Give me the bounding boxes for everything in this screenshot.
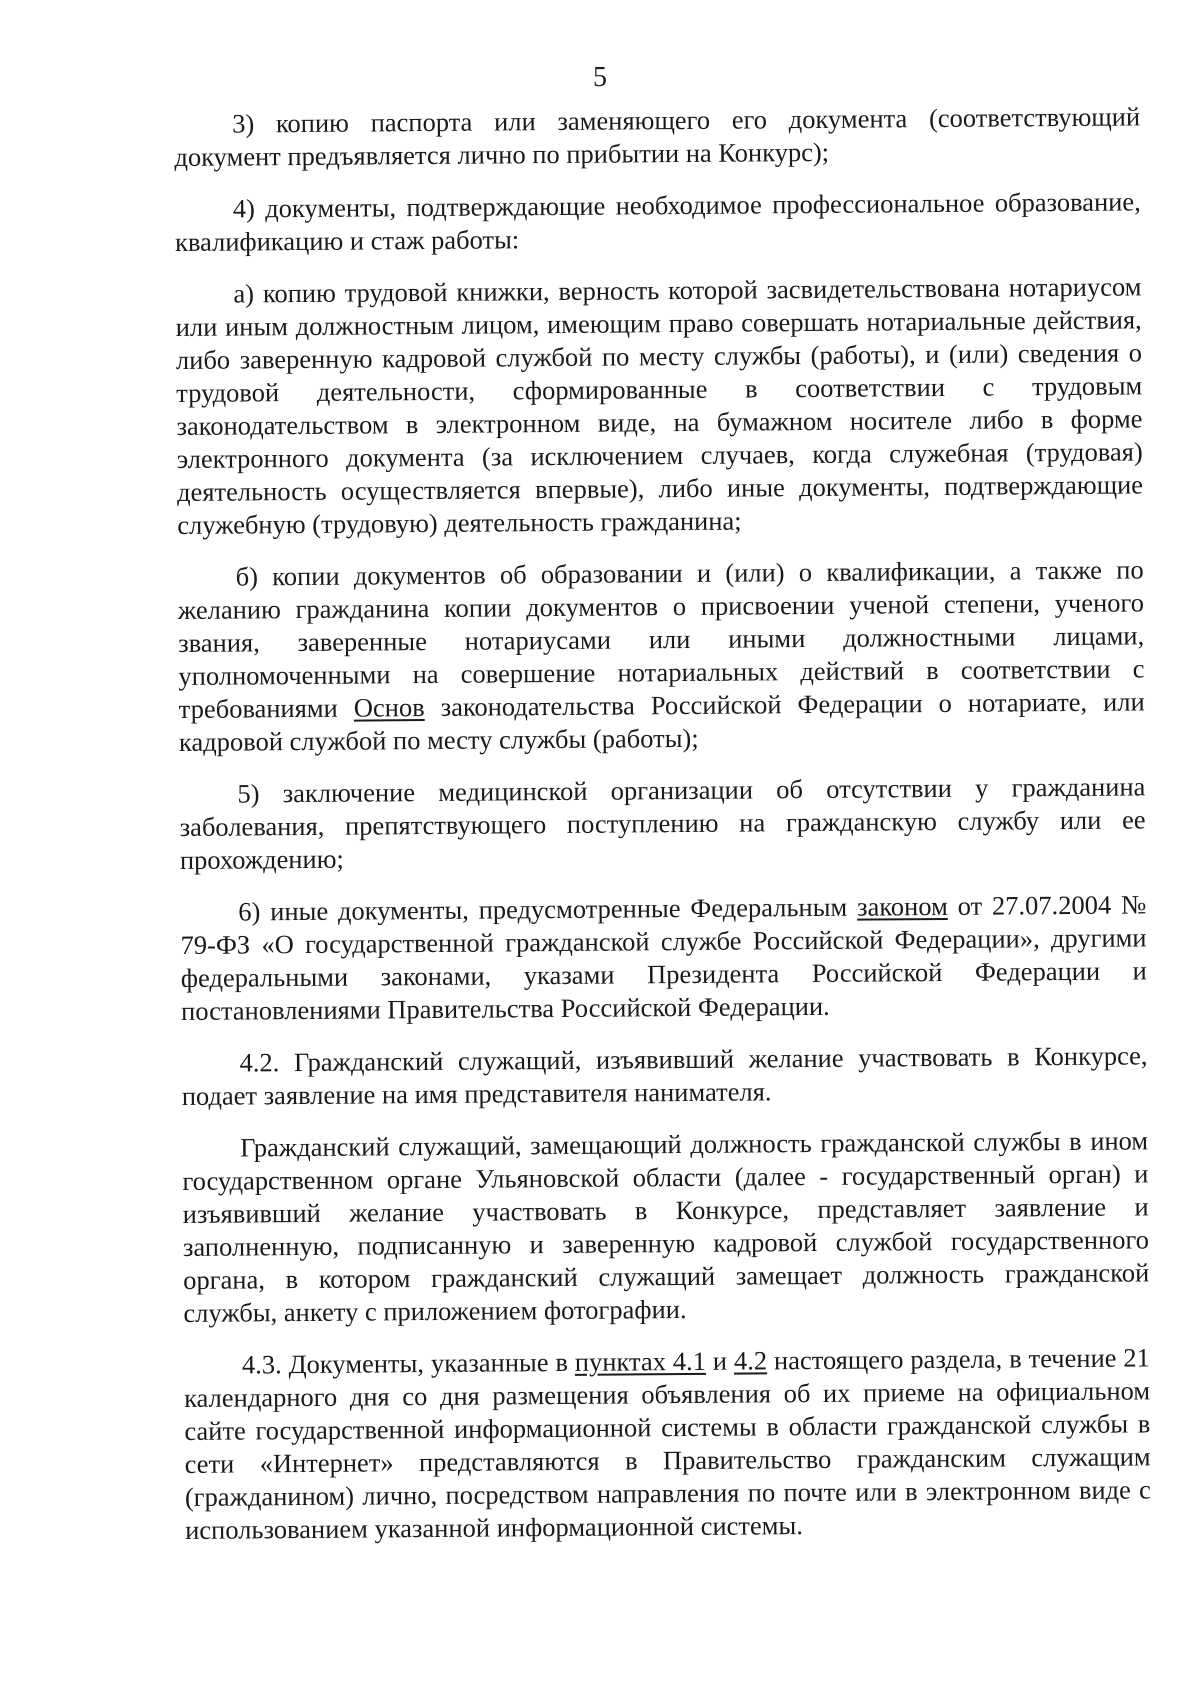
paragraph-4-3-text-3: настоящего раздела, в течение 21 календарного дня со дня размещения объявления об их приеме на официальном сайте государственной информационной системы в области гражданской службы в сети «Интернет» представляются в Правительство гражданским служащим (гражданином) лично, посредством направления по почте или в электронном виде с использованием указанной информационной системы. bbox=[184, 1342, 1151, 1545]
osnov-link[interactable]: Основ bbox=[353, 692, 425, 723]
paragraph-4-2-continued: Гражданский служащий, замещающий должность гражданской службы в ином государственном органе Ульяновской области (далее - государственный орган) и изъявивший желание участвовать в Конкурсе, представляет заявление и заполненную, подписанную и заверенную кадровой службой государственного органа, в котором гражданский служащий замещает должность гражданской службы, анкету с приложением фотографии. bbox=[182, 1125, 1150, 1328]
paragraph-subitem-b-text-1: б) копии документов об образовании и (или) о квалификации, а также по желанию гражданина копии документов о присвоении ученой степени, ученого звания, заверенные нотариусами или иными должностными лицами, уполномоченными на совершение нотариальных действий в соответствии с требованиями bbox=[177, 554, 1145, 724]
paragraph-item-6 bbox=[180, 888, 1147, 1028]
paragraph-item-3: 3) копию паспорта или заменяющего его документа (соответствующий документ предъявляется лично по прибытии на Конкурс); bbox=[174, 101, 1141, 172]
paragraph-4-2: 4.2. Гражданский служащий, изъявивший желание участвовать в Конкурсе, подает заявление на имя представителя нанимателя. bbox=[181, 1040, 1148, 1111]
clause-4-2-link[interactable]: 4.2 bbox=[733, 1345, 768, 1376]
paragraph-subitem-b bbox=[178, 553, 1146, 759]
paragraph-item-6-text-1: 6) иные документы, предусмотренные Федеральным bbox=[238, 891, 858, 927]
federal-law-link[interactable]: законом bbox=[856, 890, 948, 922]
paragraph-4-3-text-2: и bbox=[705, 1345, 735, 1376]
paragraph-subitem-b-text-2: законодательства Российской Федерации о нотариате, или кадровой службой по месту службы (работы); bbox=[178, 686, 1145, 757]
paragraph-item-5: 5) заключение медицинской организации об отсутствии у гражданина заболевания, препятствующего поступлению на гражданскую службу или ее прохождению; bbox=[179, 771, 1146, 875]
paragraph-item-4: 4) документы, подтверждающие необходимое профессиональное образование, квалификацию и стаж работы: bbox=[174, 186, 1141, 257]
paragraph-4-3-text-1: 4.3. Документы, указанные в bbox=[241, 1346, 575, 1380]
document-body bbox=[174, 100, 1151, 1566]
clause-4-1-link[interactable]: пунктах 4.1 bbox=[574, 1345, 707, 1377]
page-number: 5 bbox=[593, 62, 607, 93]
paragraph-item-6-text-2: от 27.07.2004 № 79-ФЗ «О государственной гражданской службе Российской Федерации», другими федеральными законами, указами Президента Российской Федерации и постановлениями Правительства Российской Федерации. bbox=[180, 889, 1147, 1026]
paragraph-subitem-a: а) копию трудовой книжки, верность которой засвидетельствована нотариусом или иным должностным лицом, имеющим право совершать нотариальные действия, либо заверенную кадровой службой по месту службы (работы), и (или) сведения о трудовой деятельности, сформированные в соответствии с трудовым законодательством в электронном виде, на бумажном носителе либо в форме электронного документа (за исключением случаев, когда служебная (трудовая) деятельность осуществляется впервые), либо иные документы, подтверждающие служебную (трудовую) деятельность гражданина; bbox=[175, 271, 1144, 540]
paragraph-4-3 bbox=[184, 1341, 1152, 1547]
